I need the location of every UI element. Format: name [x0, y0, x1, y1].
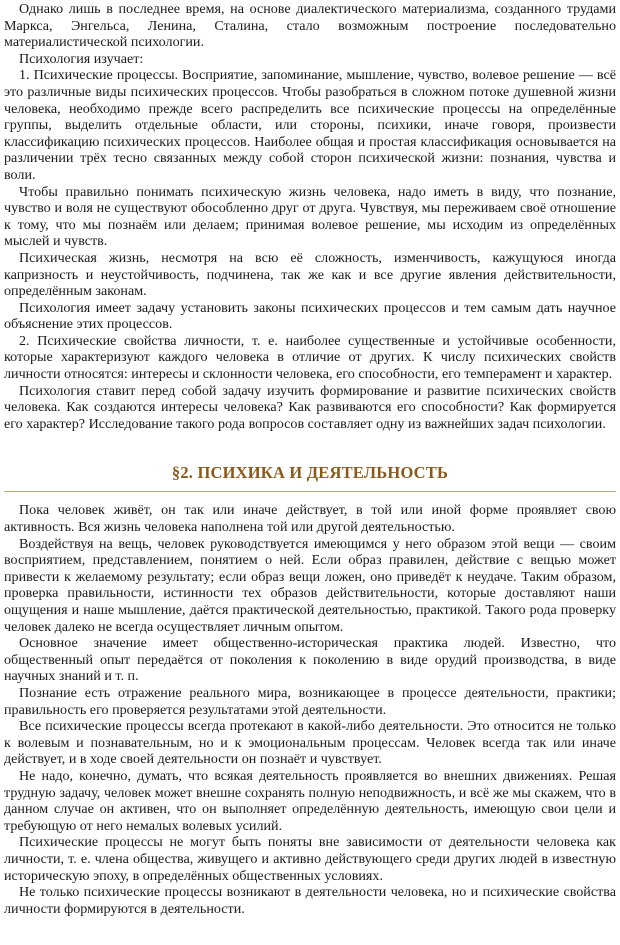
- paragraph: Основное значение имеет общественно-историческая практика людей. Известно, что общественный опыт передаётся от поколения к поколению в виде орудий производства, в виде научных знаний и т. п.: [4, 635, 616, 685]
- paragraph: Все психические процессы всегда протекают в какой-либо деятельности. Это относится не только к волевым и познавательным, но и к эмоциональным процессам. Человек всегда так или иначе действует, и в ходе своей деятельности он познаёт и чувствует.: [4, 718, 616, 768]
- paragraph: Психическая жизнь, несмотря на всю её сложность, изменчивость, кажущуюся иногда капризность и неустойчивость, подчинена, так же как и все другие явления действительности, определённым законам.: [4, 249, 616, 300]
- paragraph: Пока человек живёт, он так или иначе действует, в той или иной форме проявляет свою активность. Вся жизнь человека наполнена той или другой деятельностью.: [4, 502, 616, 536]
- heading-divider: [4, 491, 616, 492]
- section-heading: §2. ПСИХИКА И ДЕЯТЕЛЬНОСТЬ: [171, 463, 449, 483]
- paragraph: Психология ставит перед собой задачу изучить формирование и развитие психических свойств человека. Как создаются интересы человека? Как развиваются его способности? Как формируется его характер? Исследование такого рода вопросов составляет одну из важнейших задач психологии.: [4, 382, 616, 432]
- paragraph: 2. Психические свойства личности, т. е. наиболее существенные и устойчивые особенности, которые характеризуют каждого человека в отличие от других. К числу психических свойств личности относятся: интересы и склонности человека, его способности, его темперамент и характер.: [4, 332, 616, 383]
- paragraph: Однако лишь в последнее время, на основе диалектического материализма, созданного трудами Маркса, Энгельса, Ленина, Сталина, стало возможным построение последовательно материалистической психологии.: [4, 1, 616, 51]
- paragraph: Психические процессы не могут быть поняты вне зависимости от деятельности человека как личности, т. е. члена общества, живущего и активно действующего среди других людей в известную историческую эпоху, в определённых общественных условиях.: [4, 834, 616, 884]
- paragraph: Психология имеет задачу установить законы психических процессов и тем самым дать научное объяснение этих процессов.: [4, 299, 616, 333]
- paragraph: Не только психические процессы возникают в деятельности человека, но и психические свойства личности формируются в деятельности.: [4, 884, 616, 917]
- paragraph: Психология изучает:: [19, 50, 144, 67]
- paragraph: 1. Психические процессы. Восприятие, запоминание, мышление, чувство, волевое решение — всё это различные виды психических процессов. Чтобы разобраться в сложном потоке душевной жизни человека, необходимо прежде всего распределить все психические процессы на определённые группы, выделить отдельные области, или стороны, психики, иначе говоря, произвести классификацию психических процессов. Наиболее общая и простая классификация основывается на различении трёх тесно связанных между собой сторон психической жизни: познания, чувства и воли.: [4, 67, 616, 183]
- section-intro: [4, 1, 616, 432]
- paragraph: Познание есть отражение реального мира, возникающее в процессе деятельности, практики; правильность его проверяется результатами этой деятельности.: [4, 684, 616, 718]
- paragraph: Воздействуя на вещь, человек руководствуется имеющимся у него образом этой вещи — своим восприятием, представлением, понятием о ней. Если образ правилен, действие с вещью может привести к желаемому результату; если образ вещи ложен, оно приведёт к неудаче. Таким образом, проверка правильности, истинности тех образов действительности, которые доставляют наши ощущения и наше мышление, даётся практической деятельностью, практикой. Такого рода проверку человек далеко не всегда осуществляет личным опытом.: [4, 535, 616, 635]
- paragraph: Не надо, конечно, думать, что всякая деятельность проявляется во внешних движениях. Решая трудную задачу, человек может внешне сохранять полную неподвижность, и всё же мы скажем, что в данном случае он активен, что он выполняет определённую деятельность, имеющую свои цели и требующую от него немалых волевых усилий.: [4, 767, 616, 834]
- section-psyche-activity: [4, 502, 616, 917]
- paragraph: Чтобы правильно понимать психическую жизнь человека, надо иметь в виду, что познание, чувство и воля не существуют обособленно друг от друга. Чувствуя, мы переживаем своё отношение к тому, что мы познаём или делаем; принимая волевое решение, мы исходим из определённых мыслей и чувств.: [4, 183, 616, 250]
